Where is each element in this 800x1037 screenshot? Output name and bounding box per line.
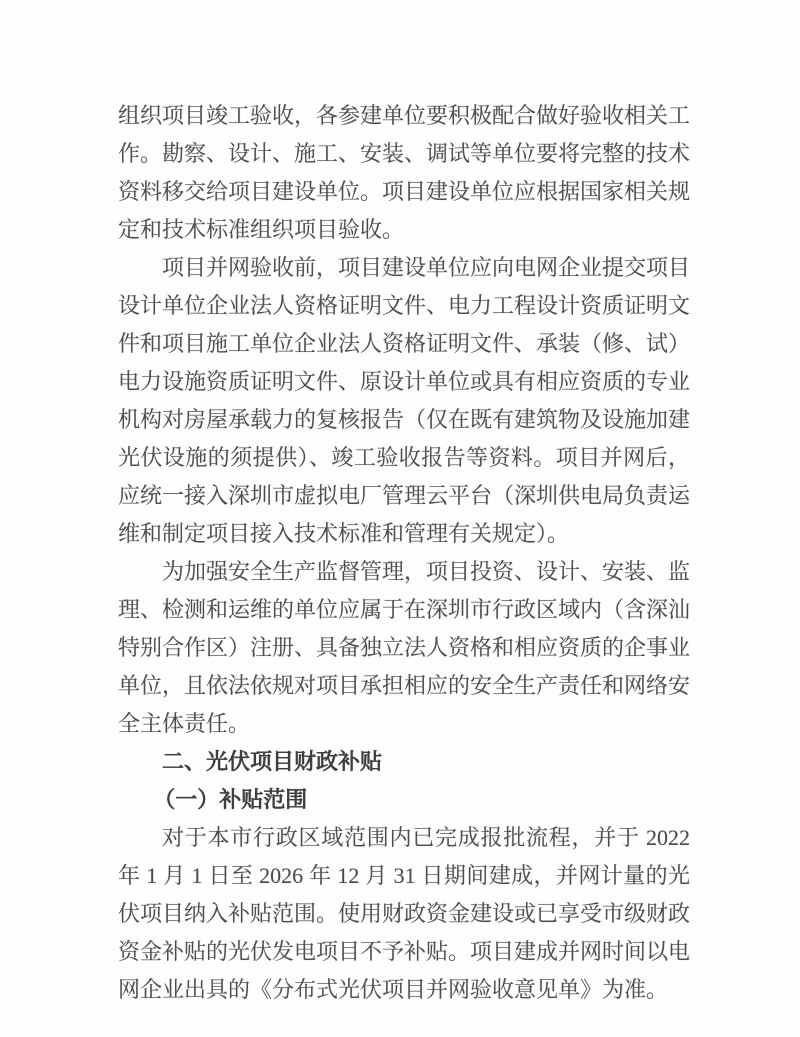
- document-text-block: [118, 97, 690, 1009]
- subsection-heading-subsidy-scope: （一）补贴范围: [153, 787, 308, 812]
- section-heading-pv-subsidy: 二、光伏项目财政补贴: [162, 749, 383, 774]
- paragraph-acceptance-organization: 组织项目竣工验收，各参建单位要积极配合做好验收相关工作。勘察、设计、施工、安装、调试等单位要将完整的技术资料移交给项目建设单位。项目建设单位应根据国家相关规定和技术标准组织项目验收。: [118, 103, 691, 242]
- paragraph-grid-connection-documents: 项目并网验收前，项目建设单位应向电网企业提交项目设计单位企业法人资格证明文件、电力工程设计资质证明文件和项目施工单位企业法人资格证明文件、承装（修、试）电力设施资质证明文件、原设计单位或具有相应资质的专业机构对房屋承载力的复核报告（仅在既有建筑物及设施加建光伏设施的须提供）、竣工验收报告等资料。项目并网后，应统一接入深圳市虚拟电厂管理云平台（深圳供电局负责运维和制定项目接入技术标准和管理有关规定）。: [118, 255, 691, 546]
- paragraph-safety-supervision: 为加强安全生产监督管理，项目投资、设计、安装、监理、检测和运维的单位应属于在深圳市行政区域内（含深汕特别合作区）注册、具备独立法人资格和相应资质的企事业单位，且依法依规对项目承担相应的安全生产责任和网络安全主体责任。: [118, 559, 691, 736]
- paragraph-subsidy-scope-detail: 对于本市行政区域范围内已完成报批流程，并于 2022 年 1 月 1 日至 2026 年 12 月 31 日期间建成，并网计量的光伏项目纳入补贴范围。使用财政资金建设或已享受市级财政资金补贴的光伏发电项目不予补贴。项目建成并网时间以电网企业出具的《分布式光伏项目并网验收意见单》为准。: [118, 825, 691, 1002]
